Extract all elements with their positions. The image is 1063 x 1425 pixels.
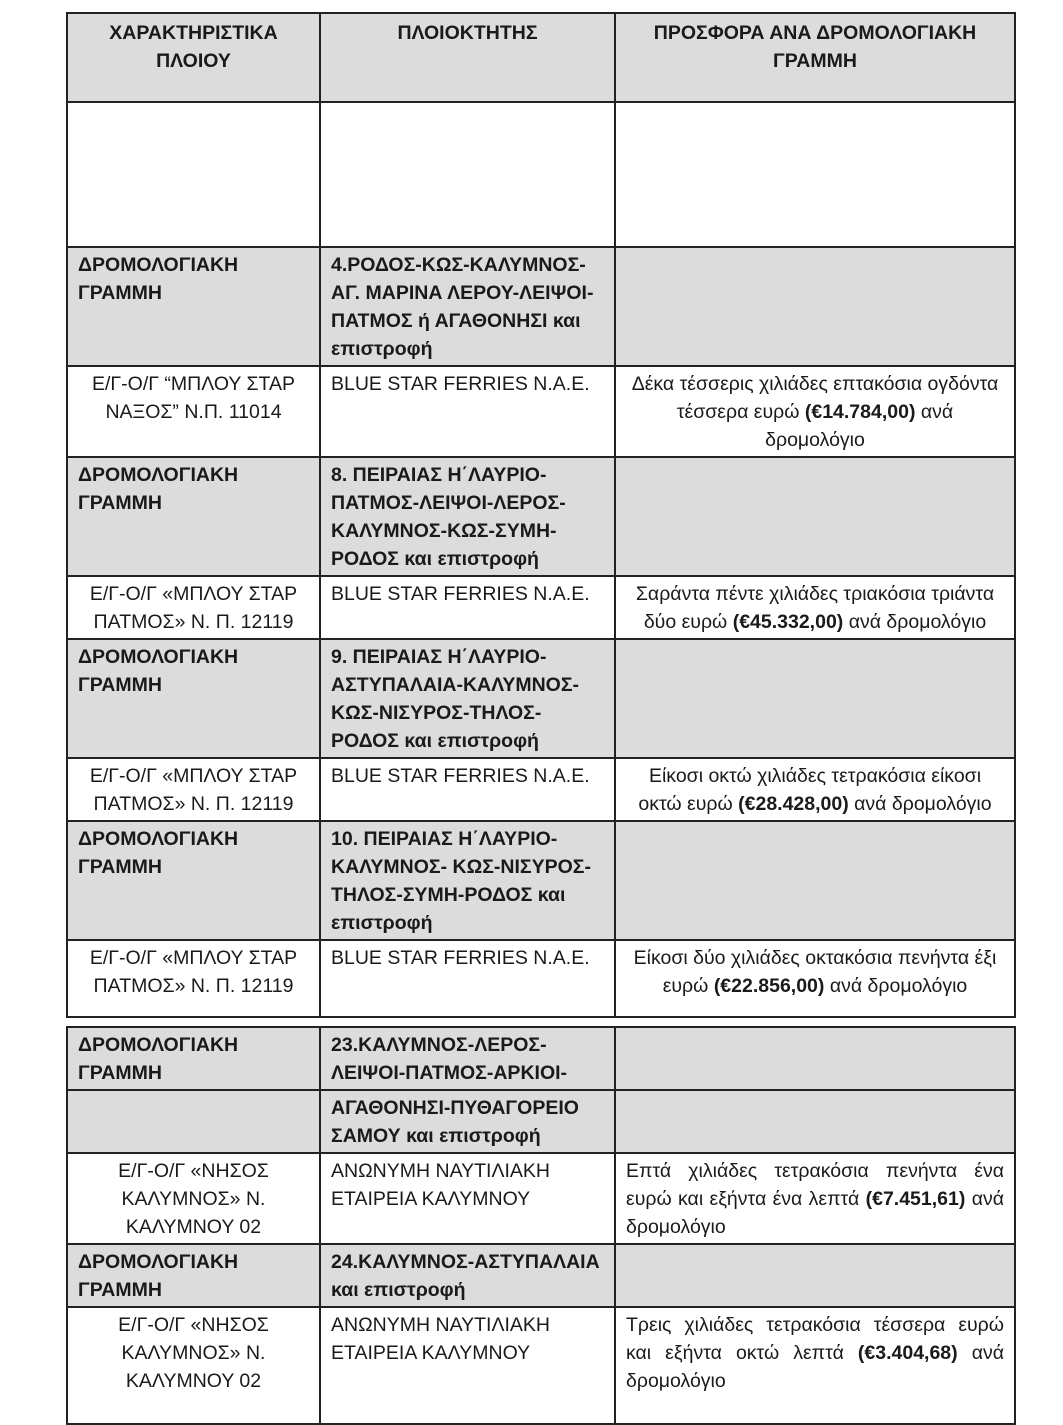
offer-text: Επτά χιλιάδες τετρακόσια πενήντα ένα ευρώ και εξήντα ένα λεπτά <box>626 1160 1004 1210</box>
offer-suffix: ανά δρομολόγιο <box>626 1188 1005 1238</box>
offer-row <box>67 940 1015 1017</box>
route-name-part1: 23.ΚΑΛΥΜΝΟΣ-ΛΕΡΟΣ-ΛΕΙΨΟΙ-ΠΑΤΜΟΣ-ΑΡΚΙΟΙ- <box>320 1027 615 1090</box>
offer-amount: (€45.332,00) <box>732 611 844 633</box>
route-empty-cell <box>615 457 1015 576</box>
offer-suffix: ανά δρομολόγιο <box>829 975 968 997</box>
offer-cell <box>615 1307 1015 1424</box>
offer-cell <box>615 940 1015 1017</box>
offer-row <box>67 366 1015 457</box>
offer-amount: (€3.404,68) <box>857 1342 958 1364</box>
route-row <box>67 1027 1015 1090</box>
table-header-row <box>67 13 1015 102</box>
route-empty-cell <box>615 821 1015 940</box>
offer-suffix: ανά δρομολόγιο <box>765 401 954 451</box>
vessel-cell: Ε/Γ-Ο/Γ «ΝΗΣΟΣ ΚΑΛΥΜΝΟΣ» Ν. ΚΑΛΥΜΝΟΥ 02 <box>67 1153 320 1244</box>
offer-suffix: ανά δρομολόγιο <box>848 611 987 633</box>
offer-row <box>67 576 1015 639</box>
route-name: 24.ΚΑΛΥΜΝΟΣ-ΑΣΤΥΠΑΛΑΙΑ και επιστροφή <box>320 1244 615 1307</box>
blank-cell <box>615 102 1015 247</box>
page-gap <box>66 1018 1014 1026</box>
vessel-cell: Ε/Γ-Ο/Γ «ΜΠΛΟΥ ΣΤΑΡ ΠΑΤΜΟΣ» Ν. Π. 12119 <box>67 758 320 821</box>
route-row <box>67 247 1015 366</box>
vessel-cell: Ε/Γ-Ο/Γ «ΝΗΣΟΣ ΚΑΛΥΜΝΟΣ» Ν. ΚΑΛΥΜΝΟΥ 02 <box>67 1307 320 1424</box>
offer-row <box>67 1307 1015 1424</box>
owner-cell: BLUE STAR FERRIES N.A.E. <box>320 366 615 457</box>
owner-cell: ΑΝΩΝΥΜΗ ΝΑΥΤΙΛΙΑΚΗ ΕΤΑΙΡΕΙΑ ΚΑΛΥΜΝΟΥ <box>320 1153 615 1244</box>
offer-cell <box>615 758 1015 821</box>
route-row <box>67 457 1015 576</box>
route-label: ΔΡΟΜΟΛΟΓΙΑΚΗ ΓΡΑΜΜΗ <box>67 457 320 576</box>
vessel-cell: Ε/Γ-Ο/Γ «ΜΠΛΟΥ ΣΤΑΡ ΠΑΤΜΟΣ» Ν. Π. 12119 <box>67 940 320 1017</box>
header-owner: ΠΛΟΙΟΚΤΗΤΗΣ <box>320 13 615 102</box>
route-empty-cell <box>615 1090 1015 1153</box>
route-label: ΔΡΟΜΟΛΟΓΙΑΚΗ ΓΡΑΜΜΗ <box>67 1027 320 1090</box>
owner-cell: BLUE STAR FERRIES N.A.E. <box>320 758 615 821</box>
route-label: ΔΡΟΜΟΛΟΓΙΑΚΗ ΓΡΑΜΜΗ <box>67 1244 320 1307</box>
route-empty-cell <box>615 247 1015 366</box>
blank-cell <box>67 102 320 247</box>
route-name: 4.ΡΟΔΟΣ-ΚΩΣ-ΚΑΛΥΜΝΟΣ-ΑΓ. ΜΑΡΙΝΑ ΛΕΡΟΥ-ΛΕΙΨΟΙ-ΠΑΤΜΟΣ ή ΑΓΑΘΟΝΗΣΙ και επιστροφή <box>320 247 615 366</box>
route-row <box>67 639 1015 758</box>
offer-suffix: ανά δρομολόγιο <box>626 1342 1005 1392</box>
vessel-cell: Ε/Γ-Ο/Γ “ΜΠΛΟΥ ΣΤΑΡ ΝΑΞΟΣ” Ν.Π. 11014 <box>67 366 320 457</box>
offers-table <box>66 12 1016 1018</box>
route-row-continued <box>67 1090 1015 1153</box>
owner-cell: BLUE STAR FERRIES N.A.E. <box>320 940 615 1017</box>
route-name-part2: ΑΓΑΘΟΝΗΣΙ-ΠΥΘΑΓΟΡΕΙΟ ΣΑΜΟΥ και επιστροφή <box>320 1090 615 1153</box>
offer-cell <box>615 1153 1015 1244</box>
blank-cell <box>320 102 615 247</box>
offer-cell <box>615 366 1015 457</box>
route-name: 9. ΠΕΙΡΑΙΑΣ Η΄ΛΑΥΡΙΟ-ΑΣΤΥΠΑΛΑΙΑ-ΚΑΛΥΜΝΟΣ-ΚΩΣ-ΝΙΣΥΡΟΣ-ΤΗΛΟΣ-ΡΟΔΟΣ και επιστροφή <box>320 639 615 758</box>
route-empty-cell <box>615 639 1015 758</box>
route-row <box>67 1244 1015 1307</box>
offers-document <box>66 12 1014 1425</box>
route-row <box>67 821 1015 940</box>
route-name: 8. ΠΕΙΡΑΙΑΣ Η΄ΛΑΥΡΙΟ-ΠΑΤΜΟΣ-ΛΕΙΨΟΙ-ΛΕΡΟΣ-ΚΑΛΥΜΝΟΣ-ΚΩΣ-ΣΥΜΗ-ΡΟΔΟΣ και επιστροφή <box>320 457 615 576</box>
owner-cell: ΑΝΩΝΥΜΗ ΝΑΥΤΙΛΙΑΚΗ ΕΤΑΙΡΕΙΑ ΚΑΛΥΜΝΟΥ <box>320 1307 615 1424</box>
offer-amount: (€28.428,00) <box>738 793 849 815</box>
offer-amount: (€22.856,00) <box>713 975 825 997</box>
offer-amount: (€14.784,00) <box>804 401 916 423</box>
header-vessel: ΧΑΡΑΚΤΗΡΙΣΤΙΚΑ ΠΛΟΙΟΥ <box>67 13 320 102</box>
blank-row <box>67 102 1015 247</box>
offer-text: Είκοσι οκτώ χιλιάδες τετρακόσια είκοσι οκτώ ευρώ <box>638 765 982 815</box>
offer-row <box>67 758 1015 821</box>
offer-row <box>67 1153 1015 1244</box>
owner-cell: BLUE STAR FERRIES N.A.E. <box>320 576 615 639</box>
offer-text: Σαράντα πέντε χιλιάδες τριακόσια τριάντα δύο ευρώ <box>635 583 995 633</box>
offer-text: Δέκα τέσσερις χιλιάδες επτακόσια ογδόντα τέσσερα ευρώ <box>631 373 999 423</box>
offer-amount: (€7.451,61) <box>865 1188 966 1210</box>
route-label: ΔΡΟΜΟΛΟΓΙΑΚΗ ΓΡΑΜΜΗ <box>67 821 320 940</box>
route-empty-cell <box>615 1244 1015 1307</box>
route-empty-cell <box>615 1027 1015 1090</box>
offer-text: Τρεις χιλιάδες τετρακόσια τέσσερα ευρώ και εξήντα οκτώ λεπτά <box>626 1314 1004 1364</box>
route-label: ΔΡΟΜΟΛΟΓΙΑΚΗ ΓΡΑΜΜΗ <box>67 639 320 758</box>
route-label: ΔΡΟΜΟΛΟΓΙΑΚΗ ΓΡΑΜΜΗ <box>67 247 320 366</box>
vessel-cell: Ε/Γ-Ο/Γ «ΜΠΛΟΥ ΣΤΑΡ ΠΑΤΜΟΣ» Ν. Π. 12119 <box>67 576 320 639</box>
offer-suffix: ανά δρομολόγιο <box>854 793 992 815</box>
offers-table-continued <box>66 1026 1016 1425</box>
offer-text: Είκοσι δύο χιλιάδες οκτακόσια πενήντα έξι ευρώ <box>633 947 997 997</box>
route-empty-cell <box>67 1090 320 1153</box>
route-name: 10. ΠΕΙΡΑΙΑΣ Η΄ΛΑΥΡΙΟ-ΚΑΛΥΜΝΟΣ- ΚΩΣ-ΝΙΣΥΡΟΣ-ΤΗΛΟΣ-ΣΥΜΗ-ΡΟΔΟΣ και επιστροφή <box>320 821 615 940</box>
offer-cell <box>615 576 1015 639</box>
header-offer: ΠΡΟΣΦΟΡΑ ΑΝΑ ΔΡΟΜΟΛΟΓΙΑΚΗ ΓΡΑΜΜΗ <box>615 13 1015 102</box>
